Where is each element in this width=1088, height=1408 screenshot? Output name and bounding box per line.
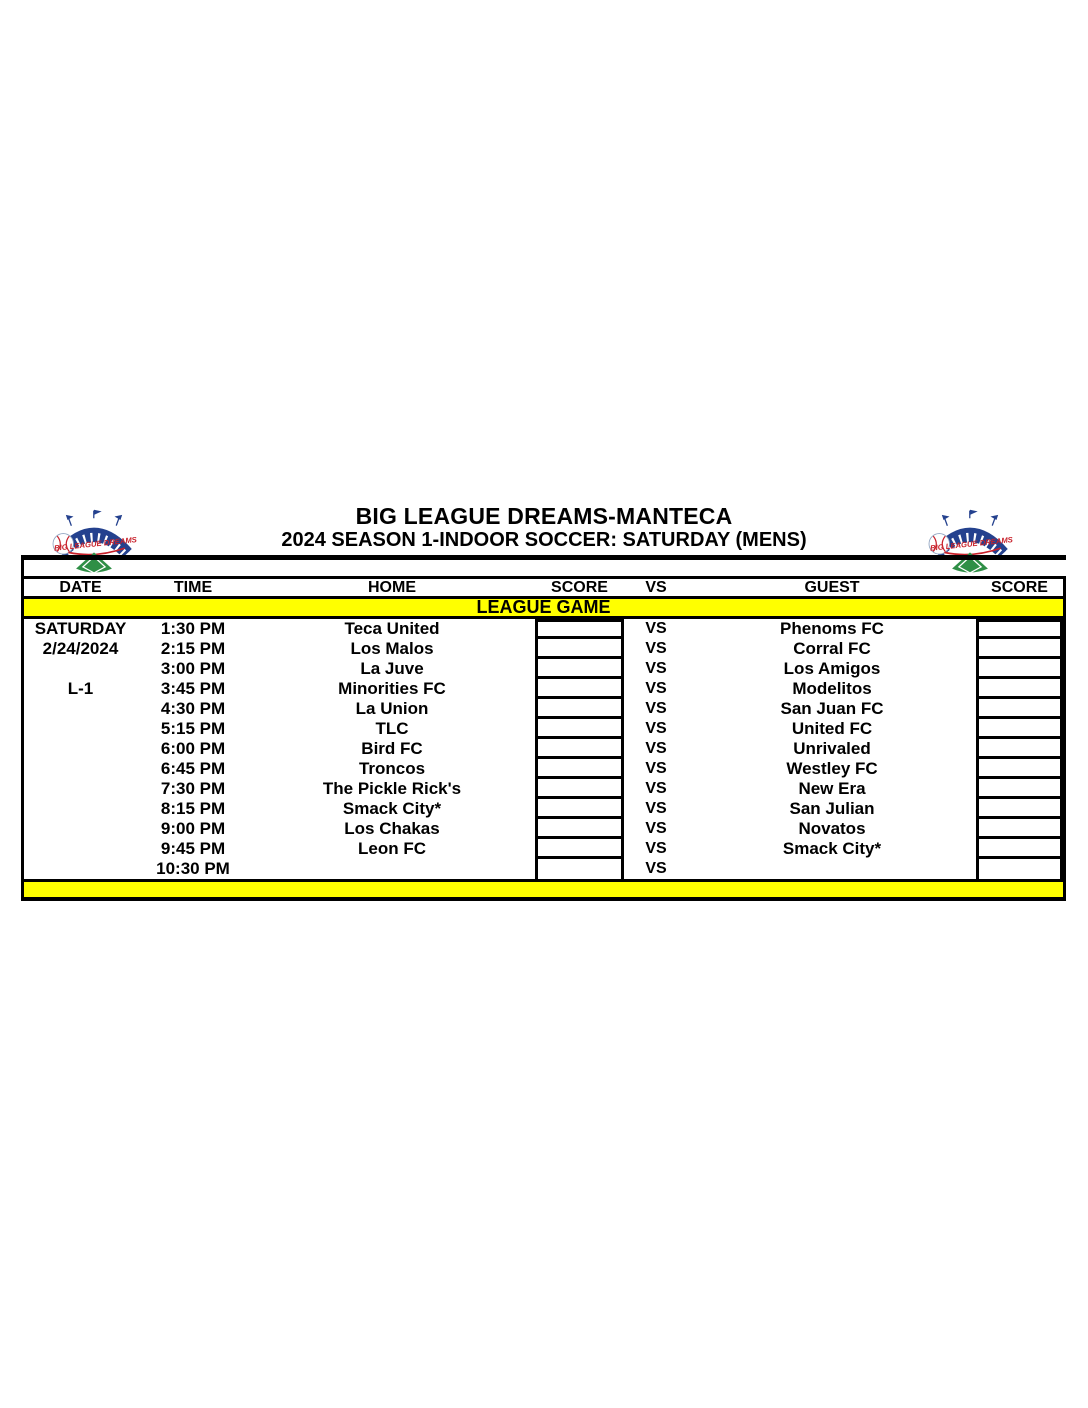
column-header-home: HOME xyxy=(368,579,416,596)
guest-team-cell: Los Amigos xyxy=(783,659,881,678)
guest-score-box xyxy=(976,619,1063,639)
vs-label: VS xyxy=(645,840,667,857)
time-cell: 3:00 PM xyxy=(160,659,226,678)
logo-text: BIG LEAGUE DREAMS xyxy=(929,535,1014,553)
home-score-cell xyxy=(535,639,624,659)
guest-score-cell xyxy=(976,659,1063,679)
table-row xyxy=(24,779,1063,799)
guest-score-cell xyxy=(976,699,1063,719)
home-score-cell xyxy=(535,759,624,779)
guest-score-box xyxy=(976,859,1063,879)
guest-team-cell: Novatos xyxy=(798,819,866,838)
table-row xyxy=(24,699,1063,719)
time-cell: 6:00 PM xyxy=(160,739,226,758)
date-cell xyxy=(24,759,137,779)
home-team-cell: Minorities FC xyxy=(338,679,446,698)
guest-score-cell xyxy=(976,799,1063,819)
date-cell xyxy=(24,719,137,739)
home-team-cell xyxy=(249,859,535,879)
guest-score-cell xyxy=(976,839,1063,859)
vs-label: VS xyxy=(645,680,667,697)
home-score-cell xyxy=(535,839,624,859)
home-team-cell: Troncos xyxy=(358,759,426,778)
vs-label: VS xyxy=(645,740,667,757)
home-score-cell xyxy=(535,799,624,819)
table-row xyxy=(24,819,1063,839)
table-row xyxy=(24,839,1063,859)
guest-score-box xyxy=(976,659,1063,679)
table-row xyxy=(24,719,1063,739)
time-cell: 2:15 PM xyxy=(160,639,226,658)
guest-score-cell xyxy=(976,779,1063,799)
logo-text: BIG LEAGUE DREAMS xyxy=(53,535,138,553)
home-score-box xyxy=(535,759,624,779)
home-score-box xyxy=(535,719,624,739)
league-game-banner: LEAGUE GAME xyxy=(21,599,1066,619)
bottom-highlight-row xyxy=(21,879,1066,901)
guest-team-cell: Corral FC xyxy=(793,639,871,658)
guest-score-box xyxy=(976,799,1063,819)
guest-team-cell: United FC xyxy=(791,719,873,738)
time-cell: 8:15 PM xyxy=(160,799,226,818)
time-cell: 6:45 PM xyxy=(160,759,226,778)
guest-score-box xyxy=(976,639,1063,659)
guest-score-box xyxy=(976,779,1063,799)
table-row xyxy=(24,619,1063,639)
home-score-cell xyxy=(535,719,624,739)
date-cell: SATURDAY xyxy=(34,619,127,638)
home-score-box xyxy=(535,619,624,639)
guest-score-box xyxy=(976,739,1063,759)
guest-score-cell xyxy=(976,639,1063,659)
page-subtitle: 2024 SEASON 1-INDOOR SOCCER: SATURDAY (MENS) xyxy=(281,529,807,551)
time-cell: 9:45 PM xyxy=(160,839,226,858)
guest-score-cell xyxy=(976,759,1063,779)
guest-score-box xyxy=(976,679,1063,699)
home-score-cell xyxy=(535,679,624,699)
home-score-cell xyxy=(535,699,624,719)
guest-score-box xyxy=(976,839,1063,859)
home-score-box xyxy=(535,679,624,699)
column-header-vs: VS xyxy=(645,579,667,596)
date-cell xyxy=(24,799,137,819)
home-score-box xyxy=(535,639,624,659)
table-row xyxy=(24,859,1063,879)
home-score-cell xyxy=(535,739,624,759)
home-team-cell: Los Malos xyxy=(350,639,434,658)
table-row xyxy=(24,759,1063,779)
date-cell xyxy=(24,779,137,799)
guest-score-cell xyxy=(976,819,1063,839)
guest-team-cell: Westley FC xyxy=(786,759,878,778)
guest-score-box xyxy=(976,819,1063,839)
time-cell: 7:30 PM xyxy=(160,779,226,798)
guest-team-cell xyxy=(688,859,976,879)
home-score-box xyxy=(535,839,624,859)
home-score-box xyxy=(535,799,624,819)
guest-team-cell: Unrivaled xyxy=(793,739,871,758)
time-cell: 9:00 PM xyxy=(160,819,226,838)
home-team-cell: La Juve xyxy=(360,659,424,678)
column-header-score-home: SCORE xyxy=(551,579,608,596)
vs-label: VS xyxy=(645,800,667,817)
home-team-cell: Los Chakas xyxy=(344,819,440,838)
home-score-cell xyxy=(535,779,624,799)
table-row xyxy=(24,679,1063,699)
table-row xyxy=(24,639,1063,659)
column-header-time: TIME xyxy=(173,579,213,596)
date-cell: L-1 xyxy=(67,679,94,698)
date-cell: 2/24/2024 xyxy=(42,639,119,658)
time-cell: 4:30 PM xyxy=(160,699,226,718)
column-header-date: DATE xyxy=(59,579,102,596)
table-gap-row xyxy=(21,560,1066,576)
date-cell xyxy=(24,659,137,679)
guest-score-cell xyxy=(976,679,1063,699)
guest-team-cell: Modelitos xyxy=(792,679,872,698)
table-row xyxy=(24,739,1063,759)
home-team-cell: La Union xyxy=(355,699,429,718)
home-team-cell: Teca United xyxy=(344,619,440,638)
guest-score-cell xyxy=(976,739,1063,759)
table-row xyxy=(24,799,1063,819)
guest-team-cell: San Juan FC xyxy=(780,699,884,718)
guest-team-cell: Smack City* xyxy=(782,839,882,858)
guest-team-cell: Phenoms FC xyxy=(780,619,884,638)
home-score-box xyxy=(535,659,624,679)
vs-label: VS xyxy=(645,860,667,877)
home-score-cell xyxy=(535,859,624,879)
page-title: BIG LEAGUE DREAMS-MANTECA xyxy=(355,503,733,529)
vs-label: VS xyxy=(645,660,667,677)
home-score-cell xyxy=(535,659,624,679)
date-cell xyxy=(24,839,137,859)
vs-label: VS xyxy=(645,620,667,637)
table-header-row xyxy=(21,576,1066,599)
home-team-cell: TLC xyxy=(375,719,409,738)
vs-label: VS xyxy=(645,780,667,797)
home-team-cell: Smack City* xyxy=(342,799,442,818)
home-score-box xyxy=(535,819,624,839)
column-header-guest: GUEST xyxy=(804,579,860,596)
home-team-cell: Bird FC xyxy=(361,739,423,758)
guest-team-cell: New Era xyxy=(798,779,866,798)
vs-label: VS xyxy=(645,640,667,657)
guest-team-cell: San Julian xyxy=(789,799,875,818)
vs-label: VS xyxy=(645,720,667,737)
home-score-box xyxy=(535,859,624,879)
guest-score-cell xyxy=(976,859,1063,879)
date-cell xyxy=(24,859,137,879)
vs-label: VS xyxy=(645,700,667,717)
home-score-box xyxy=(535,739,624,759)
guest-score-box xyxy=(976,699,1063,719)
guest-score-box xyxy=(976,759,1063,779)
column-header-score-guest: SCORE xyxy=(991,579,1048,596)
home-score-box xyxy=(535,699,624,719)
time-cell: 10:30 PM xyxy=(156,859,230,878)
guest-score-cell xyxy=(976,719,1063,739)
table-row xyxy=(24,659,1063,679)
time-cell: 1:30 PM xyxy=(160,619,226,638)
guest-score-cell xyxy=(976,619,1063,639)
schedule-rows xyxy=(21,619,1066,879)
home-team-cell: Leon FC xyxy=(358,839,426,858)
home-score-box xyxy=(535,779,624,799)
home-score-cell xyxy=(535,819,624,839)
schedule-table xyxy=(21,560,1066,901)
time-cell: 3:45 PM xyxy=(160,679,226,698)
guest-score-box xyxy=(976,719,1063,739)
vs-label: VS xyxy=(645,820,667,837)
time-cell: 5:15 PM xyxy=(160,719,226,738)
date-cell xyxy=(24,739,137,759)
home-team-cell: The Pickle Rick's xyxy=(322,779,462,798)
date-cell xyxy=(24,819,137,839)
vs-label: VS xyxy=(645,760,667,777)
home-score-cell xyxy=(535,619,624,639)
date-cell xyxy=(24,699,137,719)
